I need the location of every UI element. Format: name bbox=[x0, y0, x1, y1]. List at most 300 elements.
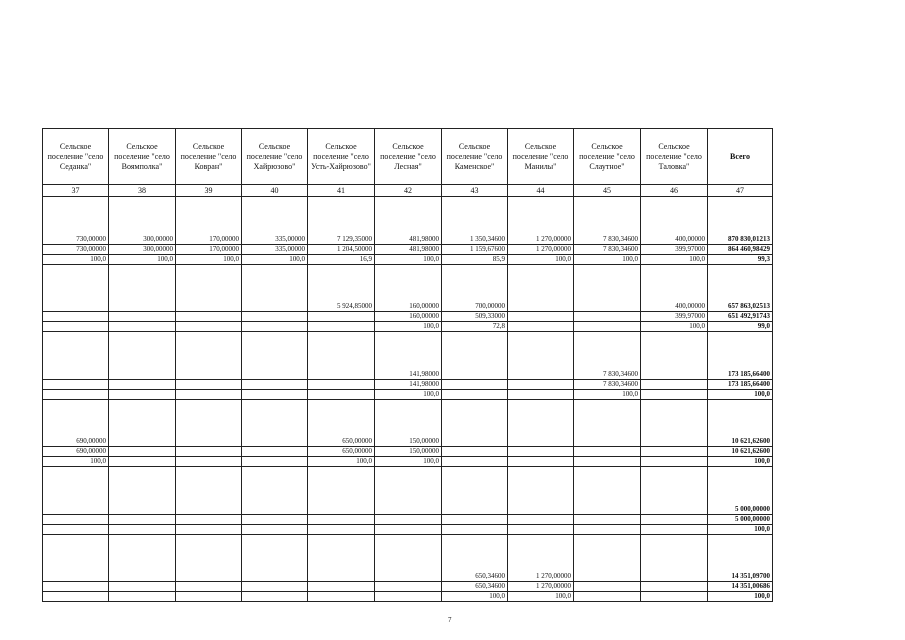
value-cell bbox=[176, 457, 242, 467]
value-cell bbox=[242, 312, 308, 322]
value-cell bbox=[242, 322, 308, 332]
table-row bbox=[43, 244, 773, 254]
value-cell: 730,00000 bbox=[43, 244, 109, 254]
empty-cell bbox=[641, 264, 708, 302]
value-cell bbox=[508, 447, 574, 457]
spacer-row bbox=[43, 467, 773, 505]
value-cell bbox=[508, 302, 574, 312]
column-header: Сельское поселение "село Каменское" bbox=[442, 129, 508, 185]
value-cell bbox=[109, 447, 176, 457]
value-cell bbox=[641, 437, 708, 447]
empty-cell bbox=[242, 467, 308, 505]
value-cell bbox=[641, 572, 708, 582]
table-row bbox=[43, 437, 773, 447]
value-cell bbox=[641, 524, 708, 534]
empty-cell bbox=[375, 264, 442, 302]
column-number: 39 bbox=[176, 185, 242, 197]
total-cell: 651 492,91743 bbox=[708, 312, 773, 322]
value-cell bbox=[641, 582, 708, 592]
empty-cell bbox=[708, 332, 773, 370]
value-cell bbox=[176, 514, 242, 524]
value-cell: 141,98000 bbox=[375, 379, 442, 389]
value-cell: 1 270,00000 bbox=[508, 582, 574, 592]
table-row bbox=[43, 447, 773, 457]
value-cell: 335,00000 bbox=[242, 244, 308, 254]
value-cell bbox=[442, 505, 508, 515]
value-cell: 335,00000 bbox=[242, 235, 308, 245]
value-cell bbox=[242, 302, 308, 312]
empty-cell bbox=[641, 467, 708, 505]
empty-cell bbox=[574, 467, 641, 505]
value-cell bbox=[176, 437, 242, 447]
empty-cell bbox=[574, 534, 641, 572]
value-cell bbox=[43, 592, 109, 602]
value-cell: 160,00000 bbox=[375, 302, 442, 312]
total-cell: 173 185,66400 bbox=[708, 379, 773, 389]
value-cell: 509,33000 bbox=[442, 312, 508, 322]
value-cell bbox=[43, 302, 109, 312]
empty-cell bbox=[574, 332, 641, 370]
value-cell bbox=[242, 524, 308, 534]
value-cell bbox=[109, 370, 176, 380]
value-cell: 690,00000 bbox=[43, 437, 109, 447]
value-cell bbox=[109, 389, 176, 399]
table-row bbox=[43, 370, 773, 380]
empty-cell bbox=[708, 264, 773, 302]
value-cell bbox=[308, 514, 375, 524]
value-cell bbox=[574, 582, 641, 592]
value-cell: 650,00000 bbox=[308, 437, 375, 447]
value-cell bbox=[574, 447, 641, 457]
value-cell: 7 830,34600 bbox=[574, 379, 641, 389]
value-cell bbox=[109, 592, 176, 602]
value-cell bbox=[176, 582, 242, 592]
column-header: Сельское поселение "село Слаутное" bbox=[574, 129, 641, 185]
value-cell bbox=[109, 312, 176, 322]
empty-cell bbox=[43, 399, 109, 437]
empty-cell bbox=[508, 467, 574, 505]
empty-cell bbox=[176, 197, 242, 235]
value-cell bbox=[308, 370, 375, 380]
value-cell bbox=[176, 302, 242, 312]
total-cell: 100,0 bbox=[708, 524, 773, 534]
value-cell: 160,00000 bbox=[375, 312, 442, 322]
value-cell bbox=[308, 572, 375, 582]
table-row bbox=[43, 582, 773, 592]
value-cell bbox=[508, 437, 574, 447]
value-cell: 141,98000 bbox=[375, 370, 442, 380]
value-cell bbox=[574, 457, 641, 467]
value-cell: 100,0 bbox=[375, 389, 442, 399]
value-cell bbox=[442, 514, 508, 524]
value-cell: 1 270,00000 bbox=[508, 235, 574, 245]
value-cell: 700,00000 bbox=[442, 302, 508, 312]
empty-cell bbox=[176, 264, 242, 302]
empty-cell bbox=[442, 332, 508, 370]
value-cell: 1 350,34600 bbox=[442, 235, 508, 245]
value-cell bbox=[109, 437, 176, 447]
table-row bbox=[43, 302, 773, 312]
value-cell: 100,0 bbox=[43, 254, 109, 264]
value-cell: 100,0 bbox=[242, 254, 308, 264]
value-cell: 650,00000 bbox=[308, 447, 375, 457]
value-cell bbox=[242, 457, 308, 467]
empty-cell bbox=[508, 332, 574, 370]
value-cell bbox=[109, 524, 176, 534]
column-header: Сельское поселение "село Лесная" bbox=[375, 129, 442, 185]
empty-cell bbox=[109, 534, 176, 572]
value-cell bbox=[43, 312, 109, 322]
value-cell: 100,0 bbox=[508, 254, 574, 264]
total-cell: 100,0 bbox=[708, 389, 773, 399]
total-cell: 870 830,01213 bbox=[708, 235, 773, 245]
value-cell bbox=[176, 524, 242, 534]
value-cell: 100,0 bbox=[43, 457, 109, 467]
value-cell bbox=[375, 582, 442, 592]
total-cell: 864 460,98429 bbox=[708, 244, 773, 254]
total-cell: 10 621,62600 bbox=[708, 437, 773, 447]
value-cell bbox=[574, 322, 641, 332]
value-cell: 1 270,00000 bbox=[508, 572, 574, 582]
value-cell bbox=[508, 379, 574, 389]
value-cell bbox=[375, 572, 442, 582]
empty-cell bbox=[641, 534, 708, 572]
value-cell bbox=[574, 312, 641, 322]
table-row bbox=[43, 312, 773, 322]
value-cell bbox=[375, 592, 442, 602]
table-row bbox=[43, 524, 773, 534]
value-cell bbox=[574, 572, 641, 582]
value-cell bbox=[43, 322, 109, 332]
value-cell: 300,00000 bbox=[109, 244, 176, 254]
value-cell bbox=[176, 379, 242, 389]
value-cell bbox=[641, 457, 708, 467]
value-cell bbox=[242, 379, 308, 389]
column-number: 46 bbox=[641, 185, 708, 197]
value-cell: 481,98000 bbox=[375, 235, 442, 245]
value-cell bbox=[308, 312, 375, 322]
empty-cell bbox=[308, 332, 375, 370]
value-cell bbox=[242, 437, 308, 447]
empty-cell bbox=[508, 399, 574, 437]
budget-table bbox=[42, 128, 773, 602]
value-cell: 399,97000 bbox=[641, 244, 708, 254]
column-number: 44 bbox=[508, 185, 574, 197]
empty-cell bbox=[375, 332, 442, 370]
value-cell bbox=[308, 582, 375, 592]
empty-cell bbox=[308, 264, 375, 302]
value-cell: 100,0 bbox=[574, 254, 641, 264]
empty-cell bbox=[242, 264, 308, 302]
value-cell: 150,00000 bbox=[375, 437, 442, 447]
value-cell bbox=[508, 505, 574, 515]
page-number: 7 bbox=[448, 616, 452, 624]
column-header: Сельское поселение "село Хайрюзово" bbox=[242, 129, 308, 185]
empty-cell bbox=[641, 197, 708, 235]
table-row bbox=[43, 322, 773, 332]
column-header: Всего bbox=[708, 129, 773, 185]
value-cell bbox=[508, 514, 574, 524]
empty-cell bbox=[375, 467, 442, 505]
value-cell bbox=[109, 322, 176, 332]
empty-cell bbox=[176, 399, 242, 437]
table-row bbox=[43, 592, 773, 602]
empty-cell bbox=[442, 399, 508, 437]
empty-cell bbox=[242, 197, 308, 235]
value-cell bbox=[43, 582, 109, 592]
value-cell: 690,00000 bbox=[43, 447, 109, 457]
table-row bbox=[43, 254, 773, 264]
table-row bbox=[43, 389, 773, 399]
column-number: 40 bbox=[242, 185, 308, 197]
value-cell bbox=[375, 514, 442, 524]
total-cell: 14 351,09700 bbox=[708, 572, 773, 582]
value-cell bbox=[574, 437, 641, 447]
value-cell bbox=[43, 389, 109, 399]
value-cell: 7 830,34600 bbox=[574, 370, 641, 380]
value-cell bbox=[641, 505, 708, 515]
value-cell bbox=[574, 592, 641, 602]
empty-cell bbox=[176, 332, 242, 370]
value-cell: 100,0 bbox=[375, 322, 442, 332]
empty-cell bbox=[442, 467, 508, 505]
empty-cell bbox=[308, 534, 375, 572]
value-cell bbox=[574, 524, 641, 534]
value-cell bbox=[109, 379, 176, 389]
value-cell bbox=[508, 322, 574, 332]
value-cell bbox=[176, 389, 242, 399]
value-cell bbox=[308, 524, 375, 534]
value-cell: 170,00000 bbox=[176, 235, 242, 245]
value-cell bbox=[308, 379, 375, 389]
column-header: Сельское поселение "село Седанка" bbox=[43, 129, 109, 185]
value-cell bbox=[641, 514, 708, 524]
value-cell: 7 129,35000 bbox=[308, 235, 375, 245]
total-cell: 99,0 bbox=[708, 322, 773, 332]
column-header: Сельское поселение "село Таловка" bbox=[641, 129, 708, 185]
empty-cell bbox=[375, 534, 442, 572]
value-cell bbox=[242, 447, 308, 457]
empty-cell bbox=[43, 467, 109, 505]
empty-cell bbox=[442, 197, 508, 235]
value-cell: 300,00000 bbox=[109, 235, 176, 245]
table-row bbox=[43, 379, 773, 389]
value-cell bbox=[442, 389, 508, 399]
value-cell: 100,0 bbox=[308, 457, 375, 467]
value-cell bbox=[308, 322, 375, 332]
value-cell bbox=[375, 524, 442, 534]
table-row bbox=[43, 235, 773, 245]
empty-cell bbox=[109, 264, 176, 302]
value-cell: 100,0 bbox=[176, 254, 242, 264]
empty-cell bbox=[375, 197, 442, 235]
value-cell bbox=[242, 370, 308, 380]
value-cell: 16,9 bbox=[308, 254, 375, 264]
empty-cell bbox=[442, 534, 508, 572]
value-cell bbox=[442, 437, 508, 447]
value-cell: 100,0 bbox=[641, 322, 708, 332]
spacer-row bbox=[43, 332, 773, 370]
header-row bbox=[43, 129, 773, 185]
empty-cell bbox=[708, 197, 773, 235]
value-cell: 170,00000 bbox=[176, 244, 242, 254]
value-cell bbox=[176, 312, 242, 322]
empty-cell bbox=[708, 534, 773, 572]
value-cell bbox=[641, 370, 708, 380]
value-cell bbox=[43, 505, 109, 515]
value-cell bbox=[442, 524, 508, 534]
empty-cell bbox=[308, 467, 375, 505]
empty-cell bbox=[242, 332, 308, 370]
value-cell bbox=[308, 592, 375, 602]
value-cell: 399,97000 bbox=[641, 312, 708, 322]
value-cell: 72,8 bbox=[442, 322, 508, 332]
column-header: Сельское поселение "село Манилы" bbox=[508, 129, 574, 185]
value-cell bbox=[442, 370, 508, 380]
value-cell bbox=[641, 592, 708, 602]
value-cell bbox=[574, 514, 641, 524]
total-cell: 14 351,00686 bbox=[708, 582, 773, 592]
value-cell: 7 830,34600 bbox=[574, 235, 641, 245]
empty-cell bbox=[109, 197, 176, 235]
empty-cell bbox=[708, 399, 773, 437]
empty-cell bbox=[574, 399, 641, 437]
table-row bbox=[43, 572, 773, 582]
value-cell bbox=[109, 572, 176, 582]
empty-cell bbox=[508, 197, 574, 235]
value-cell: 100,0 bbox=[508, 592, 574, 602]
value-cell bbox=[109, 582, 176, 592]
empty-cell bbox=[242, 534, 308, 572]
spacer-row bbox=[43, 399, 773, 437]
column-header: Сельское поселение "село Ковран" bbox=[176, 129, 242, 185]
value-cell: 100,0 bbox=[641, 254, 708, 264]
table-row bbox=[43, 457, 773, 467]
value-cell bbox=[508, 524, 574, 534]
empty-cell bbox=[442, 264, 508, 302]
value-cell: 730,00000 bbox=[43, 235, 109, 245]
value-cell: 100,0 bbox=[375, 457, 442, 467]
spacer-row bbox=[43, 197, 773, 235]
value-cell bbox=[242, 505, 308, 515]
empty-cell bbox=[43, 264, 109, 302]
table-row bbox=[43, 514, 773, 524]
empty-cell bbox=[574, 264, 641, 302]
total-cell: 173 185,66400 bbox=[708, 370, 773, 380]
empty-cell bbox=[43, 534, 109, 572]
empty-cell bbox=[109, 399, 176, 437]
value-cell bbox=[176, 572, 242, 582]
value-cell bbox=[242, 592, 308, 602]
value-cell bbox=[176, 447, 242, 457]
empty-cell bbox=[574, 197, 641, 235]
value-cell bbox=[176, 505, 242, 515]
empty-cell bbox=[508, 264, 574, 302]
value-cell bbox=[242, 582, 308, 592]
value-cell: 100,0 bbox=[375, 254, 442, 264]
value-cell bbox=[442, 447, 508, 457]
empty-cell bbox=[375, 399, 442, 437]
empty-cell bbox=[109, 467, 176, 505]
value-cell: 7 830,34600 bbox=[574, 244, 641, 254]
empty-cell bbox=[176, 467, 242, 505]
value-cell: 150,00000 bbox=[375, 447, 442, 457]
column-number: 42 bbox=[375, 185, 442, 197]
value-cell bbox=[242, 389, 308, 399]
value-cell bbox=[574, 505, 641, 515]
empty-cell bbox=[43, 197, 109, 235]
value-cell bbox=[508, 312, 574, 322]
value-cell: 1 159,67600 bbox=[442, 244, 508, 254]
value-cell bbox=[574, 302, 641, 312]
value-cell: 1 270,00000 bbox=[508, 244, 574, 254]
value-cell: 100,0 bbox=[574, 389, 641, 399]
value-cell bbox=[176, 370, 242, 380]
value-cell bbox=[641, 389, 708, 399]
value-cell bbox=[43, 524, 109, 534]
empty-cell bbox=[176, 534, 242, 572]
column-header: Сельское поселение "село Усть-Хайрюзово" bbox=[308, 129, 375, 185]
total-cell: 100,0 bbox=[708, 592, 773, 602]
value-cell bbox=[43, 379, 109, 389]
empty-cell bbox=[308, 399, 375, 437]
value-cell bbox=[442, 457, 508, 467]
empty-cell bbox=[308, 197, 375, 235]
total-cell: 10 621,62600 bbox=[708, 447, 773, 457]
value-cell bbox=[109, 514, 176, 524]
total-cell: 5 000,00000 bbox=[708, 514, 773, 524]
value-cell bbox=[109, 457, 176, 467]
value-cell bbox=[176, 592, 242, 602]
value-cell: 1 204,50000 bbox=[308, 244, 375, 254]
value-cell bbox=[109, 505, 176, 515]
value-cell bbox=[375, 505, 442, 515]
total-cell: 657 863,02513 bbox=[708, 302, 773, 312]
column-number: 41 bbox=[308, 185, 375, 197]
value-cell bbox=[43, 370, 109, 380]
value-cell bbox=[242, 514, 308, 524]
value-cell bbox=[176, 322, 242, 332]
empty-cell bbox=[109, 332, 176, 370]
column-number: 47 bbox=[708, 185, 773, 197]
value-cell bbox=[508, 457, 574, 467]
value-cell bbox=[308, 389, 375, 399]
total-cell: 5 000,00000 bbox=[708, 505, 773, 515]
value-cell bbox=[442, 379, 508, 389]
spacer-row bbox=[43, 534, 773, 572]
empty-cell bbox=[641, 332, 708, 370]
empty-cell bbox=[43, 332, 109, 370]
empty-cell bbox=[641, 399, 708, 437]
value-cell bbox=[508, 370, 574, 380]
value-cell bbox=[109, 302, 176, 312]
column-header: Сельское поселение "село Воямполка" bbox=[109, 129, 176, 185]
value-cell: 400,00000 bbox=[641, 302, 708, 312]
value-cell: 650,34600 bbox=[442, 582, 508, 592]
value-cell: 100,0 bbox=[109, 254, 176, 264]
value-cell bbox=[242, 572, 308, 582]
value-cell: 100,0 bbox=[442, 592, 508, 602]
value-cell bbox=[43, 572, 109, 582]
total-cell: 99,3 bbox=[708, 254, 773, 264]
value-cell: 650,34600 bbox=[442, 572, 508, 582]
empty-cell bbox=[242, 399, 308, 437]
value-cell: 400,00000 bbox=[641, 235, 708, 245]
value-cell bbox=[641, 379, 708, 389]
value-cell: 85,9 bbox=[442, 254, 508, 264]
column-number: 45 bbox=[574, 185, 641, 197]
column-number: 43 bbox=[442, 185, 508, 197]
